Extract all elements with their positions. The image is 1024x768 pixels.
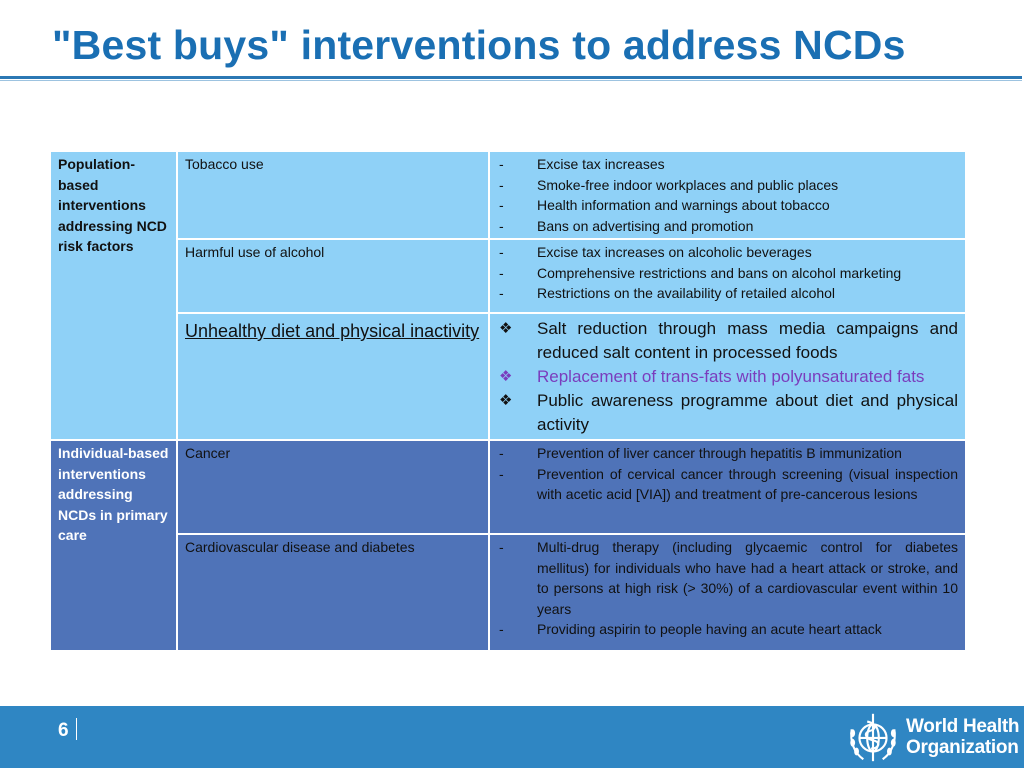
who-logo-text: World Health Organization (906, 716, 1020, 758)
interventions-tobacco (489, 151, 966, 239)
table-row (50, 239, 966, 313)
table-row (50, 313, 966, 440)
table-row (50, 440, 966, 534)
interventions-cancer (489, 440, 966, 534)
category-cancer: Cancer (177, 440, 489, 534)
list-item: ❖ Salt reduction through mass media campaigns and reduced salt content in processed foods (499, 319, 958, 362)
footer-bar (0, 706, 1024, 768)
list-item: - Prevention of cervical cancer through screening (visual inspection with acetic acid [VIA]) and treatment of pre-cancerous lesions (499, 465, 958, 502)
page-number: 6 (58, 720, 69, 741)
group-label-population: Population-based interventions addressing NCD risk factors (50, 151, 177, 440)
table-row (50, 151, 966, 239)
list-item: - Restrictions on the availability of retailed alcohol (499, 285, 836, 301)
list-item: - Comprehensive restrictions and bans on alcohol marketing (499, 264, 902, 281)
category-cardiovascular: Cardiovascular disease and diabetes (177, 534, 489, 651)
best-buys-table (49, 150, 967, 652)
page-number-divider (76, 718, 77, 740)
list-item: - Multi-drug therapy (including glycaemic control for diabetes mellitus) for individuals who have had a heart attack or stroke, and to persons at high risk (> 30%) of a cardiovascular event within 10 years (499, 539, 958, 617)
interventions-diet (489, 313, 966, 440)
title-underline-thin (0, 80, 1022, 81)
category-tobacco: Tobacco use (177, 151, 489, 239)
group-label-individual: Individual-based interventions addressing NCDs in primary care (50, 440, 177, 651)
list-item: - Smoke-free indoor workplaces and public places (499, 176, 839, 193)
table-row (50, 534, 966, 651)
list-item: - Providing aspirin to people having an acute heart attack (499, 621, 882, 637)
interventions-alcohol (489, 239, 966, 313)
list-item: - Health information and warnings about tobacco (499, 197, 830, 213)
title-underline (0, 76, 1022, 79)
category-alcohol: Harmful use of alcohol (177, 239, 489, 313)
list-item: - Excise tax increases on alcoholic beverages (499, 244, 812, 260)
who-emblem-icon (844, 708, 902, 766)
interventions-cardiovascular (489, 534, 966, 651)
category-diet: Unhealthy diet and physical inactivity (177, 313, 489, 440)
list-item: - Excise tax increases (499, 156, 665, 172)
list-item: - Bans on advertising and promotion (499, 217, 754, 234)
list-item: - Prevention of liver cancer through hepatitis B immunization (499, 445, 902, 461)
slide-title: "Best buys" interventions to address NCDs (52, 22, 906, 68)
list-item: ❖ Public awareness programme about diet and physical activity (499, 391, 958, 434)
list-item: ❖ Replacement of trans-fats with polyunsaturated fats (499, 367, 925, 386)
